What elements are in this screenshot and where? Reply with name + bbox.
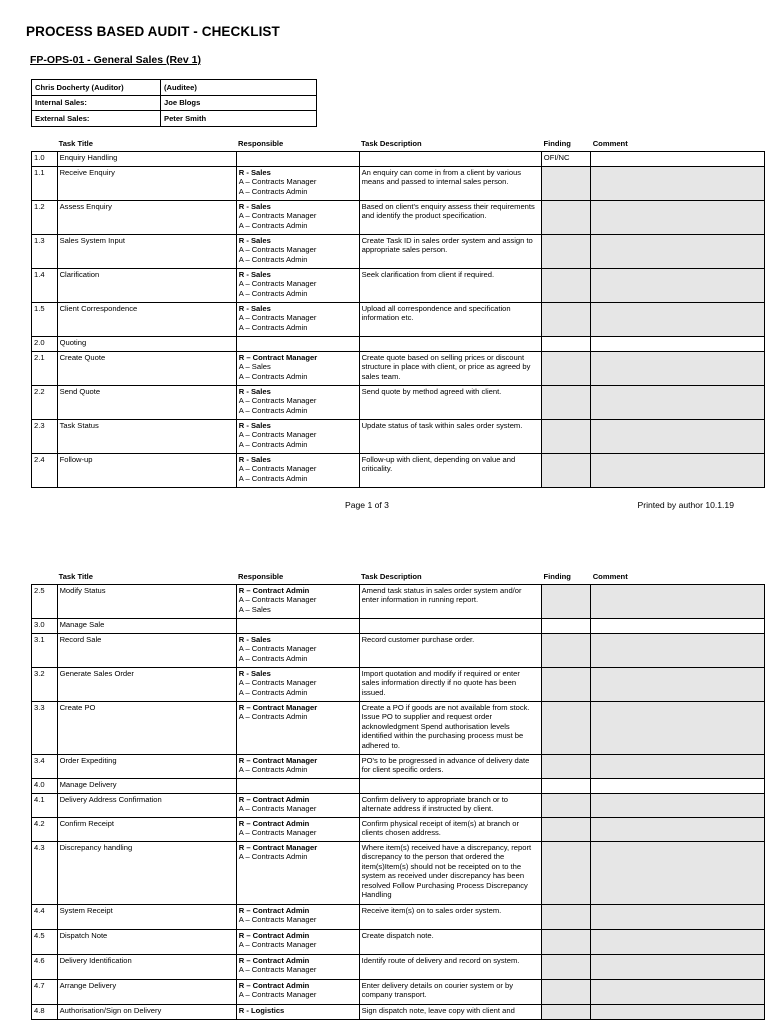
- comment-cell: [590, 755, 764, 779]
- task-description: Confirm physical receipt of item(s) at branch or clients chosen address.: [359, 818, 541, 842]
- table-row: [32, 585, 765, 619]
- section-row: [32, 619, 765, 634]
- comment-cell: [590, 779, 764, 794]
- accountable-role: A – Contracts Admin: [238, 405, 308, 415]
- task-responsible: [236, 980, 359, 1005]
- accountable-role: A – Contracts Manager: [238, 464, 317, 474]
- task-responsible: [236, 930, 359, 955]
- accountable-role: A – Contracts Manager: [238, 177, 317, 187]
- info-row: [32, 80, 317, 96]
- accountable-role: A – Contracts Manager: [238, 313, 317, 323]
- responsible-role: R - Sales: [238, 304, 271, 313]
- accountable-role: A – Contracts Manager: [238, 279, 317, 289]
- comment-cell: [590, 303, 764, 337]
- finding-cell: OFI/NC: [541, 152, 590, 167]
- section-row: [32, 337, 765, 352]
- task-number: 4.2: [32, 818, 58, 842]
- finding-cell: [541, 634, 590, 668]
- responsible-role: R - Logistics: [238, 1006, 285, 1015]
- column-headers-page2: [31, 570, 765, 582]
- task-number: 1.0: [32, 152, 58, 167]
- task-description: Import quotation and modify if required or enter sales information directly if no quote has been issued.: [359, 668, 541, 702]
- task-description: Create a PO if goods are not available from stock. Issue PO to supplier and request order acknowledgment Spend authorisation levels identified within the purchasing process must be adhered to.: [359, 702, 541, 755]
- task-title: Delivery Address Confirmation: [57, 794, 236, 818]
- task-title: Send Quote: [57, 386, 236, 420]
- table-row: [32, 794, 765, 818]
- comment-cell: [590, 702, 764, 755]
- task-responsible: [236, 303, 359, 337]
- task-description: Create Task ID in sales order system and assign to appropriate sales person.: [359, 235, 541, 269]
- task-title: Follow-up: [57, 454, 236, 488]
- finding-cell: [541, 755, 590, 779]
- finding-cell: [541, 201, 590, 235]
- document-title: PROCESS BASED AUDIT - CHECKLIST: [26, 24, 280, 39]
- comment-cell: [590, 930, 764, 955]
- task-responsible: [236, 668, 359, 702]
- responsible-role: R – Contract Admin: [238, 795, 310, 804]
- info-row: [32, 95, 317, 111]
- comment-cell: [590, 201, 764, 235]
- task-number: 4.7: [32, 980, 58, 1005]
- comment-cell: [590, 386, 764, 420]
- finding-cell: [541, 235, 590, 269]
- accountable-role: A – Contracts Admin: [238, 765, 308, 775]
- comment-cell: [590, 668, 764, 702]
- task-title: Arrange Delivery: [57, 980, 236, 1005]
- task-responsible: [236, 955, 359, 980]
- finding-cell: [541, 352, 590, 386]
- finding-cell: [541, 668, 590, 702]
- responsible-role: R - Sales: [238, 635, 271, 644]
- section-row: [32, 152, 765, 167]
- responsible-role: R – Contract Manager: [238, 756, 318, 765]
- accountable-role: A – Sales: [238, 604, 271, 614]
- table-row: [32, 955, 765, 980]
- info-cell: (Auditee): [161, 80, 317, 96]
- task-title: Discrepancy handling: [57, 842, 236, 905]
- accountable-role: A – Contracts Admin: [238, 220, 308, 230]
- finding-cell: [541, 420, 590, 454]
- task-description: Create dispatch note.: [359, 930, 541, 955]
- task-responsible: [236, 842, 359, 905]
- responsible-role: R – Contract Manager: [238, 703, 318, 712]
- table-row: [32, 269, 765, 303]
- task-responsible: [236, 337, 359, 352]
- accountable-role: A – Contracts Admin: [238, 687, 308, 697]
- accountable-role: A – Contracts Manager: [238, 396, 317, 406]
- printed-note: Printed by author 10.1.19: [637, 500, 734, 510]
- responsible-role: R - Sales: [238, 202, 271, 211]
- info-cell: Chris Docherty (Auditor): [32, 80, 161, 96]
- task-number: 2.2: [32, 386, 58, 420]
- table-row: [32, 1005, 765, 1020]
- task-responsible: [236, 167, 359, 201]
- accountable-role: A – Contracts Manager: [238, 595, 317, 605]
- task-number: 4.1: [32, 794, 58, 818]
- task-number: 2.3: [32, 420, 58, 454]
- task-responsible: [236, 269, 359, 303]
- task-number: 3.3: [32, 702, 58, 755]
- comment-cell: [590, 980, 764, 1005]
- task-number: 3.4: [32, 755, 58, 779]
- header-finding: Finding: [543, 571, 571, 581]
- task-number: 4.0: [32, 779, 58, 794]
- comment-cell: [590, 794, 764, 818]
- task-title: Enquiry Handling: [57, 152, 236, 167]
- table-row: [32, 930, 765, 955]
- task-responsible: [236, 755, 359, 779]
- accountable-role: A – Contracts Admin: [238, 852, 308, 862]
- task-responsible: [236, 201, 359, 235]
- comment-cell: [590, 235, 764, 269]
- task-title: Record Sale: [57, 634, 236, 668]
- task-title: Task Status: [57, 420, 236, 454]
- responsible-role: R - Sales: [238, 421, 271, 430]
- column-headers-page1: [31, 137, 765, 149]
- comment-cell: [590, 420, 764, 454]
- task-number: 3.1: [32, 634, 58, 668]
- task-number: 3.2: [32, 668, 58, 702]
- task-number: 1.4: [32, 269, 58, 303]
- task-description: Identify route of delivery and record on system.: [359, 955, 541, 980]
- task-title: Confirm Receipt: [57, 818, 236, 842]
- header-responsible: Responsible: [238, 571, 284, 581]
- task-number: 1.5: [32, 303, 58, 337]
- finding-cell: [541, 454, 590, 488]
- accountable-role: A – Contracts Manager: [238, 915, 317, 925]
- comment-cell: [590, 152, 764, 167]
- finding-cell: [541, 386, 590, 420]
- task-responsible: [236, 794, 359, 818]
- task-responsible: [236, 905, 359, 930]
- task-description: [359, 779, 541, 794]
- table-row: [32, 842, 765, 905]
- accountable-role: A – Contracts Manager: [238, 644, 317, 654]
- finding-cell: [541, 818, 590, 842]
- table-row: [32, 235, 765, 269]
- accountable-role: A – Contracts Admin: [238, 288, 308, 298]
- table-row: [32, 303, 765, 337]
- finding-cell: [541, 337, 590, 352]
- accountable-role: A – Contracts Manager: [238, 828, 317, 838]
- task-title: Receive Enquiry: [57, 167, 236, 201]
- comment-cell: [590, 634, 764, 668]
- task-responsible: [236, 619, 359, 634]
- task-title: Manage Delivery: [57, 779, 236, 794]
- task-description: Seek clarification from client if required.: [359, 269, 541, 303]
- task-title: System Receipt: [57, 905, 236, 930]
- task-number: 2.1: [32, 352, 58, 386]
- comment-cell: [590, 842, 764, 905]
- task-responsible: [236, 585, 359, 619]
- task-responsible: [236, 634, 359, 668]
- comment-cell: [590, 1005, 764, 1020]
- info-table: [31, 79, 317, 127]
- task-title: Dispatch Note: [57, 930, 236, 955]
- task-responsible: [236, 152, 359, 167]
- accountable-role: A – Contracts Admin: [238, 371, 308, 381]
- task-description: Update status of task within sales order system.: [359, 420, 541, 454]
- task-description: Enter delivery details on courier system or by company transport.: [359, 980, 541, 1005]
- responsible-role: R – Contract Manager: [238, 843, 318, 852]
- task-title: Delivery Identification: [57, 955, 236, 980]
- task-number: 4.8: [32, 1005, 58, 1020]
- finding-cell: [541, 619, 590, 634]
- accountable-role: A – Contracts Admin: [238, 473, 308, 483]
- task-number: 1.1: [32, 167, 58, 201]
- task-title: Clarification: [57, 269, 236, 303]
- task-description: [359, 337, 541, 352]
- task-title: Sales System Input: [57, 235, 236, 269]
- comment-cell: [590, 818, 764, 842]
- finding-cell: [541, 167, 590, 201]
- accountable-role: A – Contracts Manager: [238, 965, 317, 975]
- table-row: [32, 454, 765, 488]
- accountable-role: A – Contracts Manager: [238, 990, 317, 1000]
- info-row: [32, 111, 317, 127]
- finding-cell: [541, 1005, 590, 1020]
- task-responsible: [236, 1005, 359, 1020]
- finding-cell: [541, 702, 590, 755]
- accountable-role: A – Contracts Admin: [238, 254, 308, 264]
- task-title: Modify Status: [57, 585, 236, 619]
- accountable-role: A – Contracts Manager: [238, 430, 317, 440]
- table-row: [32, 818, 765, 842]
- header-task-description: Task Description: [361, 571, 422, 581]
- header-finding: Finding: [543, 138, 571, 148]
- task-description: Send quote by method agreed with client.: [359, 386, 541, 420]
- task-title: Order Expediting: [57, 755, 236, 779]
- task-description: Confirm delivery to appropriate branch or to alternate address if instructed by client.: [359, 794, 541, 818]
- table-row: [32, 980, 765, 1005]
- finding-cell: [541, 585, 590, 619]
- header-comment: Comment: [592, 138, 628, 148]
- task-description: [359, 619, 541, 634]
- responsible-role: R - Sales: [238, 669, 271, 678]
- accountable-role: A – Contracts Manager: [238, 940, 317, 950]
- responsible-role: R – Contract Manager: [238, 353, 318, 362]
- task-title: Manage Sale: [57, 619, 236, 634]
- task-number: 2.4: [32, 454, 58, 488]
- task-title: Assess Enquiry: [57, 201, 236, 235]
- finding-cell: [541, 842, 590, 905]
- task-responsible: [236, 235, 359, 269]
- document-subtitle: FP-OPS-01 - General Sales (Rev 1): [30, 54, 201, 66]
- task-responsible: [236, 818, 359, 842]
- finding-cell: [541, 930, 590, 955]
- info-cell: Peter Smith: [161, 111, 317, 127]
- responsible-role: R - Sales: [238, 270, 271, 279]
- task-number: 4.6: [32, 955, 58, 980]
- task-number: 4.5: [32, 930, 58, 955]
- task-responsible: [236, 702, 359, 755]
- task-table-page2: [31, 584, 765, 1020]
- table-row: [32, 702, 765, 755]
- task-responsible: [236, 779, 359, 794]
- comment-cell: [590, 955, 764, 980]
- responsible-role: R – Contract Admin: [238, 981, 310, 990]
- table-row: [32, 386, 765, 420]
- task-responsible: [236, 454, 359, 488]
- task-description: Receive item(s) on to sales order system.: [359, 905, 541, 930]
- accountable-role: A – Contracts Manager: [238, 245, 317, 255]
- responsible-role: R - Sales: [238, 236, 271, 245]
- finding-cell: [541, 269, 590, 303]
- responsible-role: R – Contract Admin: [238, 586, 310, 595]
- finding-cell: [541, 303, 590, 337]
- task-responsible: [236, 420, 359, 454]
- task-number: 1.3: [32, 235, 58, 269]
- info-cell: Joe Blogs: [161, 95, 317, 111]
- table-row: [32, 905, 765, 930]
- task-number: 4.4: [32, 905, 58, 930]
- task-title: Create Quote: [57, 352, 236, 386]
- comment-cell: [590, 337, 764, 352]
- accountable-role: A – Contracts Admin: [238, 439, 308, 449]
- table-row: [32, 167, 765, 201]
- finding-cell: [541, 905, 590, 930]
- responsible-role: R – Contract Admin: [238, 819, 310, 828]
- task-title: Generate Sales Order: [57, 668, 236, 702]
- finding-cell: [541, 794, 590, 818]
- task-description: [359, 152, 541, 167]
- section-row: [32, 779, 765, 794]
- table-row: [32, 755, 765, 779]
- table-row: [32, 201, 765, 235]
- task-number: 4.3: [32, 842, 58, 905]
- task-description: Where item(s) received have a discrepancy, report discrepancy to the person that ordered the item(s)Item(s) should not be receipted on to the system as received under discrepancy has been resolved Follow Purchasing Process Discrepancy Handling: [359, 842, 541, 905]
- finding-cell: [541, 980, 590, 1005]
- header-task-description: Task Description: [361, 138, 422, 148]
- responsible-role: R – Contract Admin: [238, 956, 310, 965]
- accountable-role: A – Contracts Manager: [238, 804, 317, 814]
- task-description: Upload all correspondence and specification information etc.: [359, 303, 541, 337]
- task-table-page1: [31, 151, 765, 488]
- info-cell: Internal Sales:: [32, 95, 161, 111]
- comment-cell: [590, 167, 764, 201]
- task-responsible: [236, 386, 359, 420]
- task-number: 2.0: [32, 337, 58, 352]
- comment-cell: [590, 269, 764, 303]
- table-row: [32, 634, 765, 668]
- task-description: Sign dispatch note, leave copy with client and: [359, 1005, 541, 1020]
- task-description: Create quote based on selling prices or discount structure in place with client, or price as agreed by sales team.: [359, 352, 541, 386]
- responsible-role: R – Contract Admin: [238, 906, 310, 915]
- task-description: Based on client's enquiry assess their requirements and identify the product specification.: [359, 201, 541, 235]
- finding-cell: [541, 955, 590, 980]
- accountable-role: A – Contracts Manager: [238, 211, 317, 221]
- header-task-title: Task Title: [58, 571, 93, 581]
- finding-cell: [541, 779, 590, 794]
- task-title: Authorisation/Sign on Delivery: [57, 1005, 236, 1020]
- comment-cell: [590, 454, 764, 488]
- page-number: Page 1 of 3: [345, 500, 389, 510]
- accountable-role: A – Contracts Admin: [238, 322, 308, 332]
- task-number: 2.5: [32, 585, 58, 619]
- task-description: Follow-up with client, depending on value and criticality.: [359, 454, 541, 488]
- task-number: 3.0: [32, 619, 58, 634]
- accountable-role: A – Sales: [238, 362, 271, 372]
- task-title: Quoting: [57, 337, 236, 352]
- task-description: An enquiry can come in from a client by various means and passed to internal sales person.: [359, 167, 541, 201]
- task-description: Amend task status in sales order system and/or enter information in running report.: [359, 585, 541, 619]
- header-task-title: Task Title: [58, 138, 93, 148]
- info-cell: External Sales:: [32, 111, 161, 127]
- comment-cell: [590, 619, 764, 634]
- responsible-role: R – Contract Admin: [238, 931, 310, 940]
- comment-cell: [590, 352, 764, 386]
- table-row: [32, 668, 765, 702]
- table-row: [32, 352, 765, 386]
- accountable-role: A – Contracts Admin: [238, 712, 308, 722]
- comment-cell: [590, 585, 764, 619]
- responsible-role: R - Sales: [238, 168, 271, 177]
- task-description: Record customer purchase order.: [359, 634, 541, 668]
- responsible-role: R - Sales: [238, 387, 271, 396]
- accountable-role: A – Contracts Admin: [238, 186, 308, 196]
- header-comment: Comment: [592, 571, 628, 581]
- accountable-role: A – Contracts Manager: [238, 678, 317, 688]
- task-description: PO's to be progressed in advance of delivery date for client specific orders.: [359, 755, 541, 779]
- accountable-role: A – Contracts Admin: [238, 653, 308, 663]
- task-number: 1.2: [32, 201, 58, 235]
- task-title: Client Correspondence: [57, 303, 236, 337]
- task-responsible: [236, 352, 359, 386]
- header-responsible: Responsible: [238, 138, 284, 148]
- responsible-role: R - Sales: [238, 455, 271, 464]
- table-row: [32, 420, 765, 454]
- comment-cell: [590, 905, 764, 930]
- task-title: Create PO: [57, 702, 236, 755]
